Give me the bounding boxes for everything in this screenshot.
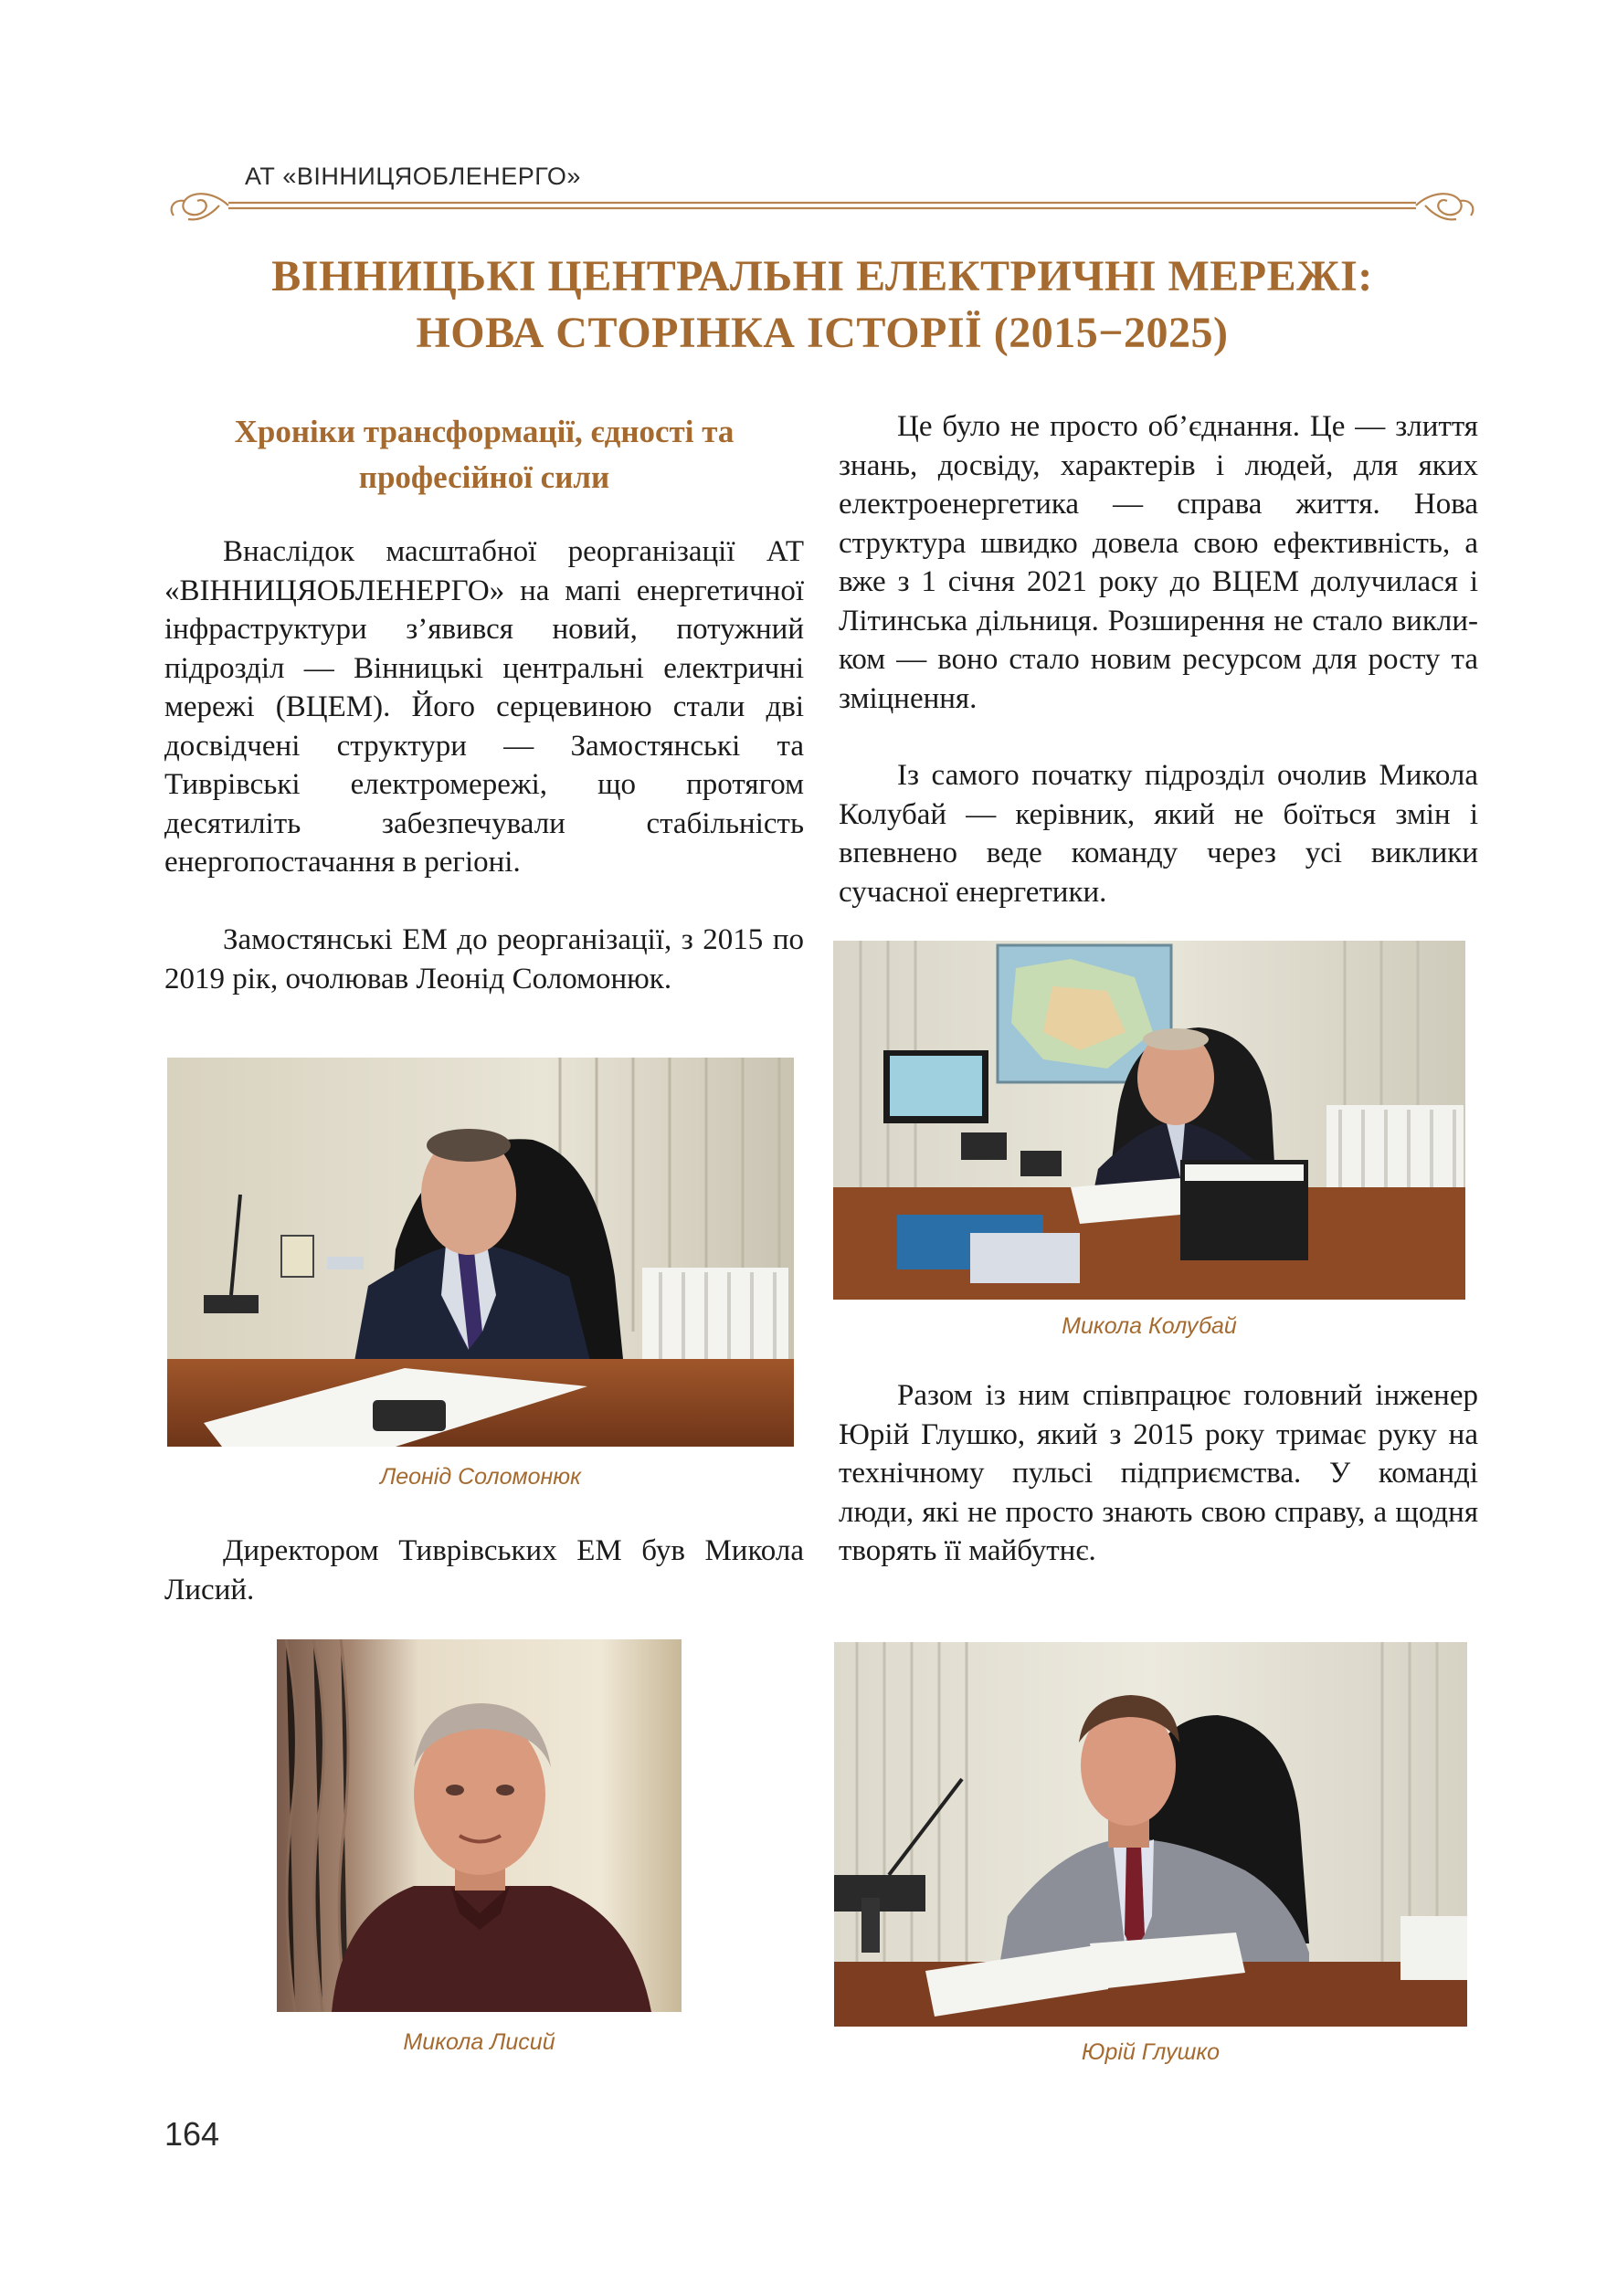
title-line-2: НОВА СТОРІНКА ІСТОРІЇ (2015−2025) (416, 309, 1229, 357)
photo-kolubai (833, 941, 1465, 1300)
article-subtitle: Хроніки трансформації, єдності та професійної сили (234, 414, 735, 495)
running-header (164, 153, 1480, 226)
article-title (164, 248, 1480, 362)
caption-hlushko: Юрій Глушко (1081, 2039, 1221, 2065)
title-line-1: ВІННИЦЬКІ ЦЕНТРАЛЬНІ ЕЛЕКТРИЧНІ МЕРЕЖІ: (271, 252, 1373, 300)
left-paragraph-1: Внаслідок масштабної реорганізації АТ «ВІННИЦЯОБЛЕНЕРГО» на мапі енергетичної інфраструктури з’явився новий, потужний підрозділ — Вінницькі центральні електричні мережі (ВЦЕМ). Його серцевиною стали дві досвідчені структури — Замостянські та Тиврівські електромережі, що протягом десятиліть забезпечували стабільність енергопостачання в регіоні. (164, 535, 804, 879)
caption-solomoniuk: Леонід Соломонюк (380, 1464, 581, 1490)
photo-solomoniuk (167, 1058, 794, 1447)
page-number: 164 (164, 2115, 220, 2153)
right-paragraph-3: Разом із ним співпрацює головний інженер Юрій Глушко, який з 2015 року тримає руку на технічному пульсі підприємства. У команді люди, які не просто знають свою справу, а щодня творять її майбутнє. (839, 1379, 1478, 1567)
left-paragraph-2: Замостянські ЕМ до реорганізації, з 2015 по 2019 рік, очолював Леонід Соломонюк. (164, 923, 804, 995)
left-paragraph-3: Директором Тиврівських ЕМ був Микола Лисий. (164, 1534, 804, 1606)
photo-lysyi (277, 1639, 682, 2012)
header-label: АТ «ВІННИЦЯОБЛЕНЕРГО» (245, 163, 581, 190)
caption-kolubai: Микола Колубай (1062, 1313, 1237, 1339)
right-paragraph-2: Із самого початку підрозділ очолив Микола Колубай — керівник, який не боїться змін і впевнено веде команду через усі виклики сучасної енергетики. (839, 759, 1478, 909)
header-ornament (164, 172, 1480, 226)
right-paragraph-1: Це було не просто об’єднання. Це — злиття знань, досвіду, характерів і людей, для яких електроенергетика — справа життя. Нова структура швидко довела свою ефективність, а вже з 1 січня 2021 року до ВЦЕМ долучилася і Літинська дільниця. Розширення не стало викликом — воно стало новим ресурсом для росту та зміцнення. (839, 410, 1478, 715)
caption-lysyi: Микола Лисий (403, 2029, 555, 2055)
photo-hlushko (834, 1642, 1467, 2027)
